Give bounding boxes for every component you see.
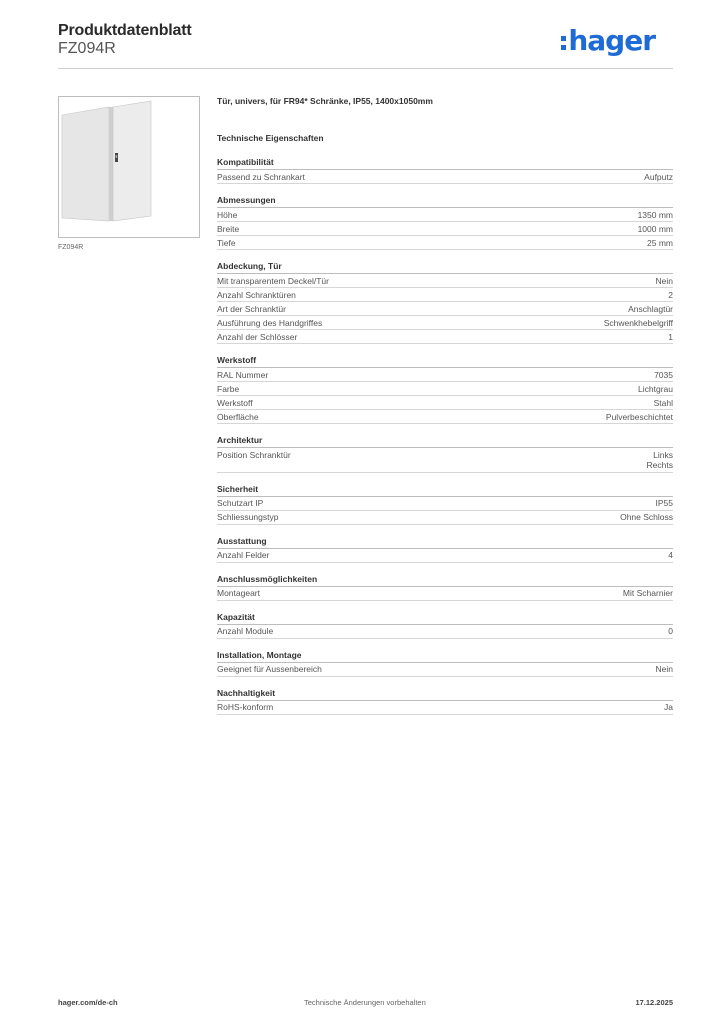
hager-logo: [561, 20, 655, 60]
property-label: Schutzart IP: [217, 498, 264, 508]
properties-list: [217, 156, 673, 715]
property-row: [217, 274, 673, 288]
property-label: Oberfläche: [217, 411, 259, 422]
property-row: [217, 701, 673, 715]
property-value-line: 7035: [654, 369, 673, 380]
property-value-line: Schwenkhebelgriff: [603, 317, 673, 328]
property-value: [668, 550, 673, 561]
property-value: [654, 398, 673, 409]
property-row: [217, 511, 673, 525]
property-row: [217, 368, 673, 382]
property-section: [217, 535, 673, 563]
property-value-line: 1350 mm: [637, 209, 673, 220]
section-title: Nachhaltigkeit: [217, 687, 673, 701]
property-value: [664, 702, 673, 713]
property-value: [638, 210, 673, 221]
property-section: [217, 260, 673, 344]
property-row: [217, 302, 673, 316]
section-title: Architektur: [217, 434, 673, 448]
property-value-line: 25 mm: [647, 237, 673, 248]
property-value-line: Lichtgrau: [638, 383, 673, 394]
property-section: [217, 483, 673, 525]
property-row: [217, 396, 673, 410]
footer-website: hager.com/de-ch: [58, 998, 118, 1007]
property-value: [668, 332, 673, 343]
property-section: [217, 611, 673, 639]
property-value-line: 2: [668, 289, 673, 300]
property-row: [217, 208, 673, 222]
property-label: Breite: [217, 223, 240, 234]
property-value: [638, 224, 673, 235]
property-value-line: Anschlagtür: [628, 303, 673, 314]
property-label: Passend zu Schrankart: [217, 171, 305, 182]
property-row: [217, 587, 673, 601]
property-value-line: Links: [653, 449, 673, 460]
property-value-line: 1000 mm: [637, 223, 673, 234]
document-title: Produktdatenblatt: [58, 22, 192, 39]
property-value: [606, 412, 673, 423]
property-row: [217, 663, 673, 677]
section-title: Kompatibilität: [217, 156, 673, 170]
footer-notice: Technische Änderungen vorbehalten: [304, 998, 426, 1007]
property-value-line: Rechts: [646, 460, 673, 470]
property-row: [217, 549, 673, 563]
page-header: [58, 20, 673, 70]
image-caption: FZ094R: [58, 244, 84, 251]
property-row: [217, 448, 673, 473]
property-row: [217, 410, 673, 424]
property-label: Position Schranktür: [217, 449, 291, 460]
property-row: [217, 170, 673, 184]
footer-date: 17.12.2025: [635, 998, 673, 1007]
property-label: Werkstoff: [217, 397, 253, 408]
property-value-line: Stahl: [653, 397, 673, 408]
property-value: [628, 304, 673, 315]
property-section: [217, 354, 673, 424]
section-title: Kapazität: [217, 611, 673, 625]
property-label: Ausführung des Handgriffes: [217, 317, 323, 328]
property-section: [217, 156, 673, 184]
cabinet-door-illustration: [59, 97, 199, 237]
property-value: [654, 370, 673, 381]
property-label: Farbe: [217, 383, 240, 394]
property-value: [656, 498, 674, 509]
property-label: Montageart: [217, 588, 260, 598]
section-title: Abmessungen: [217, 194, 673, 208]
property-row: [217, 316, 673, 330]
property-value: [647, 450, 673, 471]
property-label: Geeignet für Aussenbereich: [217, 664, 322, 674]
property-section: [217, 649, 673, 677]
property-section: [217, 573, 673, 601]
section-title: Sicherheit: [217, 483, 673, 497]
section-title: Ausstattung: [217, 535, 673, 549]
logo-dots-icon: [561, 36, 566, 50]
property-value-line: Pulverbeschichtet: [605, 411, 673, 422]
section-title: Werkstoff: [217, 354, 673, 368]
property-value-line: IP55: [655, 498, 673, 508]
property-label: Höhe: [217, 209, 238, 220]
property-row: [217, 222, 673, 236]
property-value: [623, 588, 673, 599]
property-value-line: Ohne Schloss: [620, 512, 673, 522]
tech-properties-heading: Technische Eigenschaften: [217, 133, 324, 143]
product-details: [217, 96, 673, 725]
property-value-line: 4: [668, 550, 673, 560]
article-number: FZ094R: [58, 40, 116, 57]
property-label: Anzahl Module: [217, 626, 274, 636]
property-value-line: Ja: [664, 702, 673, 712]
property-value: [647, 238, 673, 249]
product-description: Tür, univers, für FR94* Schränke, IP55, 1400x1050mm: [217, 96, 433, 106]
property-value: [604, 318, 673, 329]
header-divider: [58, 68, 673, 69]
section-title: Installation, Montage: [217, 649, 673, 663]
property-value: [656, 276, 673, 287]
property-label: Anzahl Felder: [217, 550, 270, 560]
property-label: Anzahl Schranktüren: [217, 289, 296, 300]
property-label: Art der Schranktür: [217, 303, 286, 314]
property-value-line: Nein: [655, 275, 673, 286]
property-label: Schliessungstyp: [217, 512, 279, 522]
property-label: Tiefe: [217, 237, 236, 248]
property-value: [638, 384, 673, 395]
property-row: [217, 382, 673, 396]
property-row: [217, 236, 673, 250]
property-row: [217, 497, 673, 511]
product-image: [58, 96, 200, 238]
section-title: Abdeckung, Tür: [217, 260, 673, 274]
property-label: RAL Nummer: [217, 369, 269, 380]
property-label: Anzahl der Schlösser: [217, 331, 298, 342]
property-value-line: 1: [668, 331, 673, 342]
property-value: [644, 172, 673, 183]
property-label: Mit transparentem Deckel/Tür: [217, 275, 329, 286]
property-value-line: Aufputz: [644, 171, 673, 182]
property-section: [217, 434, 673, 473]
property-value: [668, 626, 673, 637]
property-value-line: 0: [668, 626, 673, 636]
property-value: [656, 664, 673, 675]
property-row: [217, 330, 673, 344]
property-value: [620, 512, 673, 523]
property-row: [217, 625, 673, 639]
property-value-line: Mit Scharnier: [622, 588, 673, 598]
section-title: Anschlussmöglichkeiten: [217, 573, 673, 587]
property-value-line: Nein: [655, 664, 673, 674]
property-label: RoHS-konform: [217, 702, 274, 712]
property-section: [217, 687, 673, 715]
property-section: [217, 194, 673, 250]
logo-wordmark: hager: [568, 23, 655, 57]
property-row: [217, 288, 673, 302]
property-value: [668, 290, 673, 301]
